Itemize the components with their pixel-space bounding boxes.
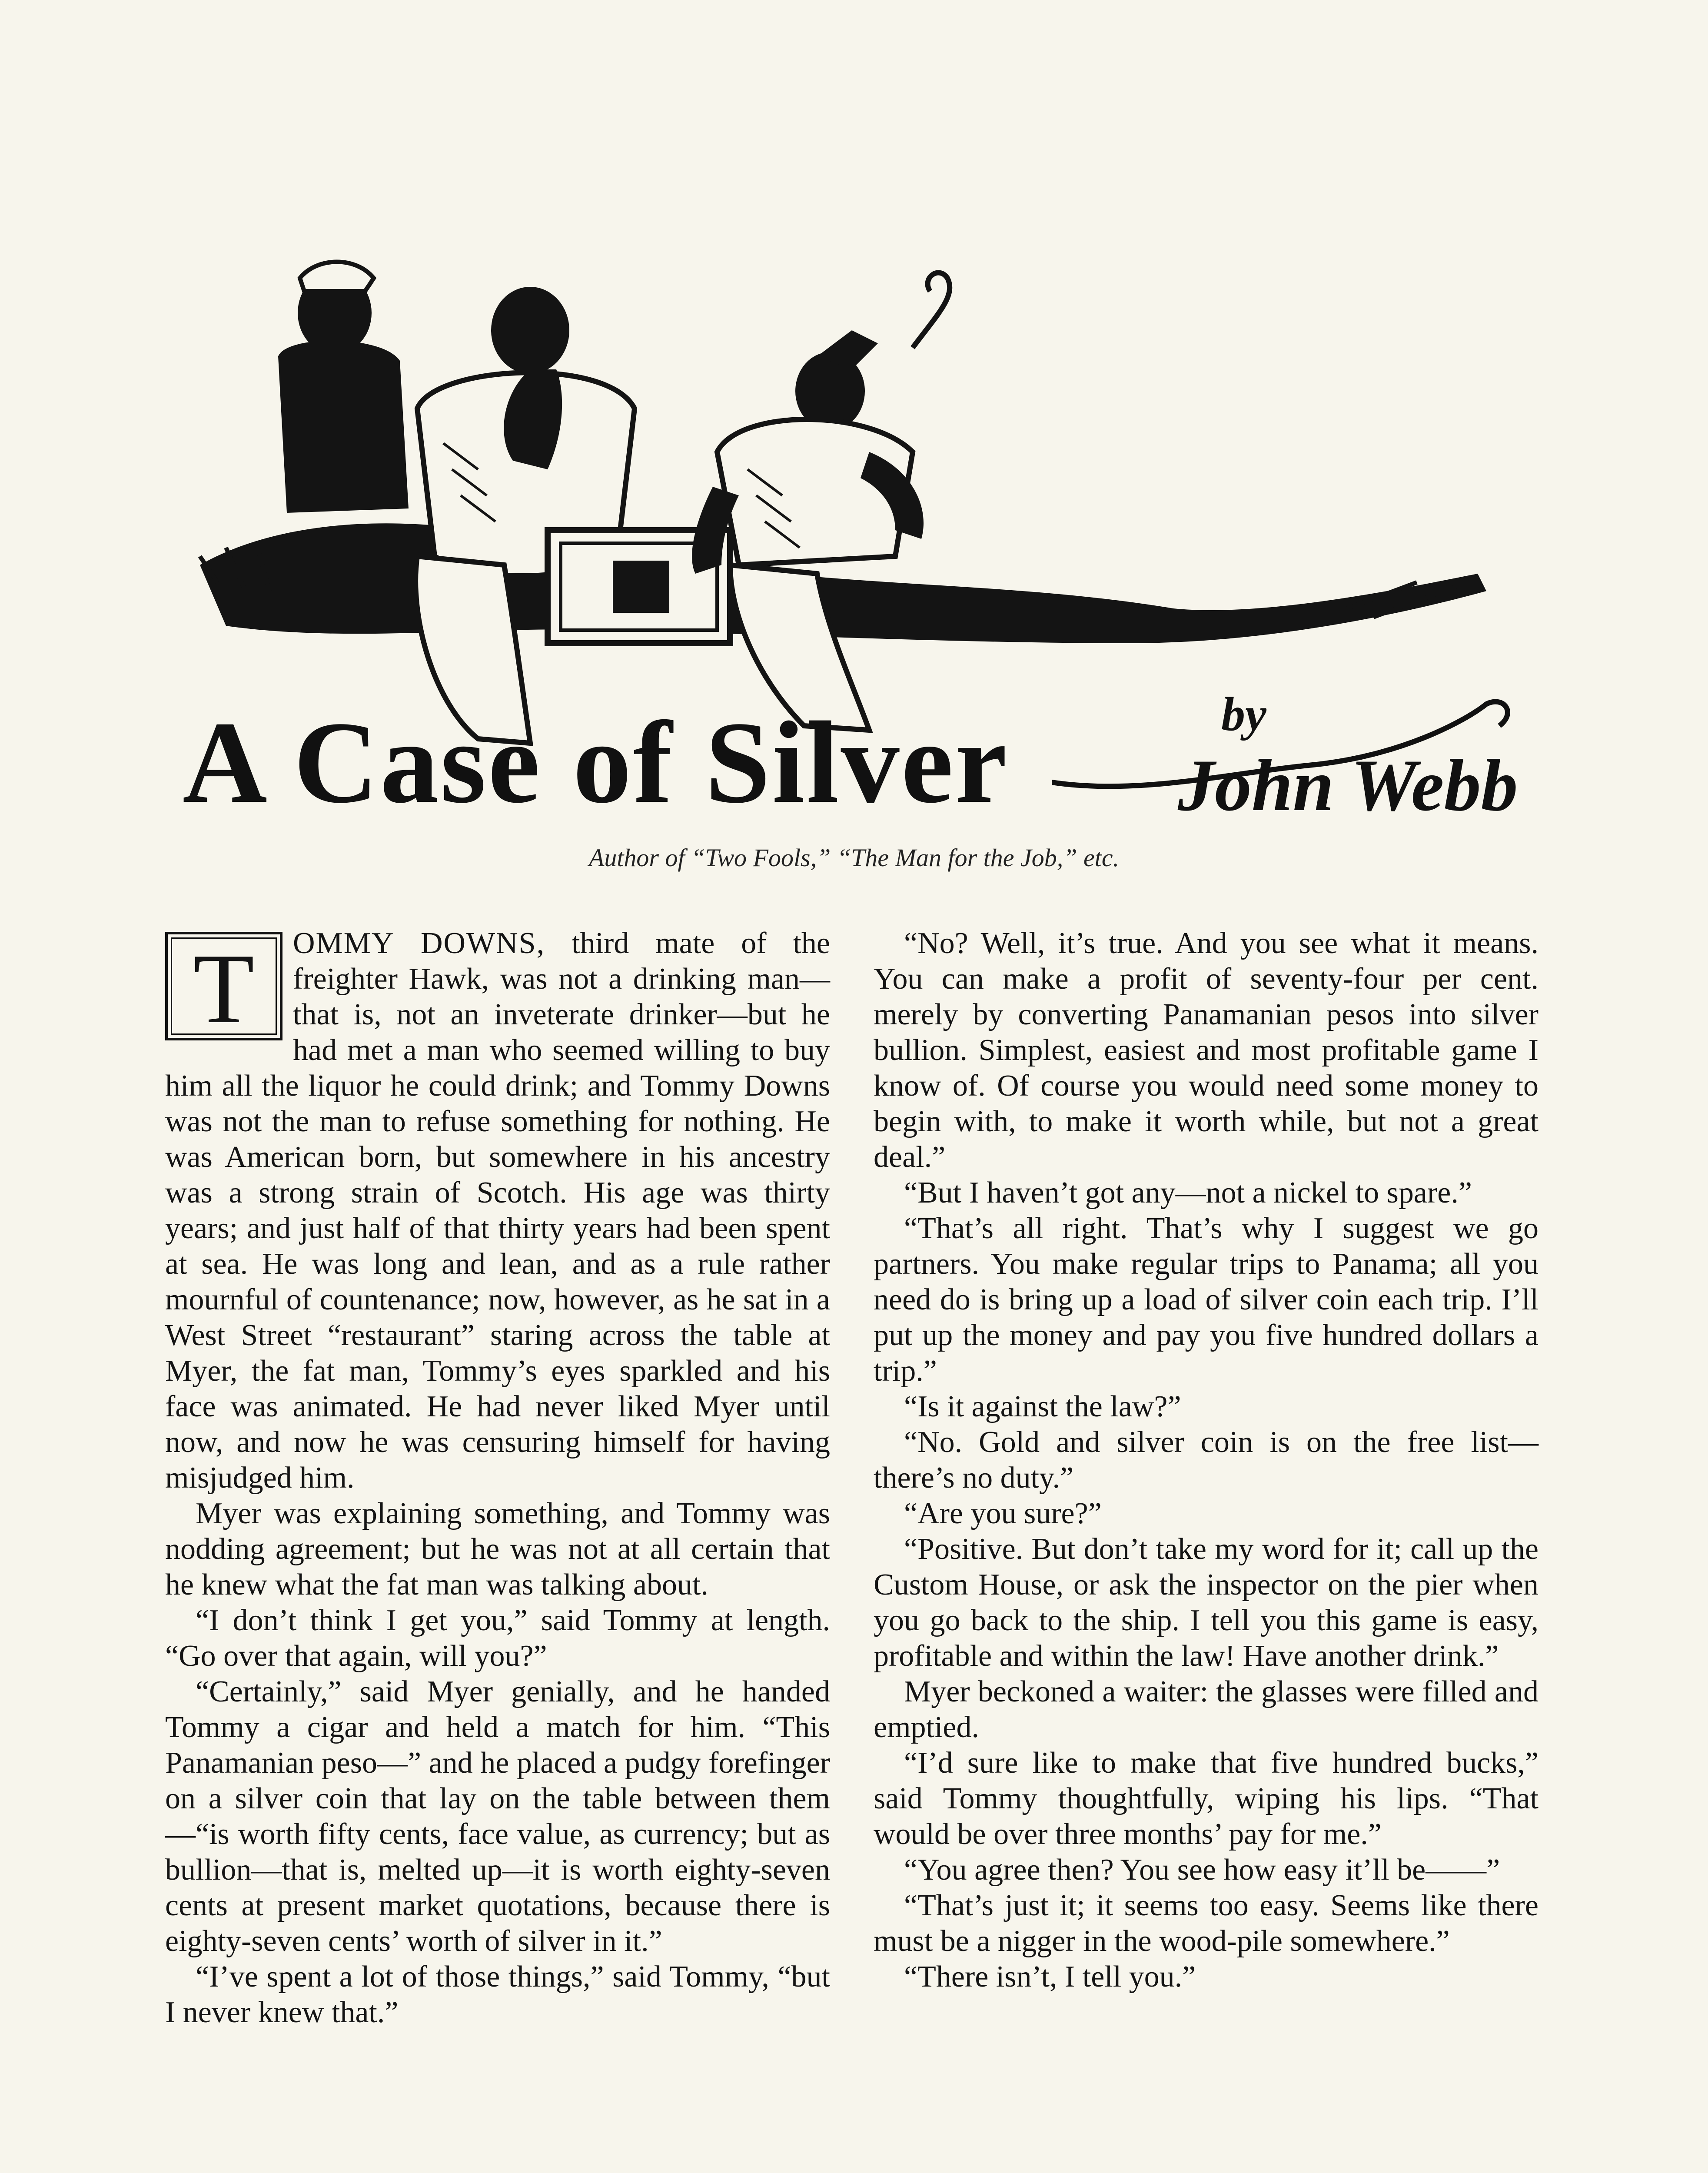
story-title: A Case of Silver: [183, 698, 1009, 827]
paragraph: Myer beckoned a waiter: the glasses were filled and emptied.: [874, 1675, 1539, 1744]
left-column: [165, 926, 830, 2030]
paragraph: Myer was explaining something, and Tommy was nodding agreement; but he was not at all certain that he knew what the fat man was talking about.: [165, 1497, 830, 1602]
paragraph: “No? Well, it’s true. And you see what it means. You can make a profit of seventy-four per cent. merely by converting Panamanian pesos into silver bullion. Simplest, easiest and most profitable game I know of. Of course you would need some money to begin with, to make it worth while, but not a great deal.”: [874, 927, 1539, 1174]
paragraph: “That’s all right. That’s why I suggest we go partners. You make regular trips to Panama; all you need do is bring up a load of silver coin each trip. I’ll put up the money and pay you five hundred dollars a trip.”: [874, 1212, 1539, 1388]
paragraph-text: third mate of the freighter Hawk, was not a drinking man—that is, not an inveterate drinker—but he had met a man who seemed willing to buy him all the liquor he could drink; and Tommy Downs was not the man to refuse something for nothing. He was American born, but somewhere in his ancestry was a strong strain of Scotch. His age was thirty years; and just half of that thirty years had been spent at sea. He was long and lean, and as a rule rather mournful of countenance; now, however, as he sat in a West Street “restaurant” staring across the table at Myer, the fat man, Tommy’s eyes sparkled and his face was animated. He had never liked Myer until now, and now he was censuring himself for having misjudged him.: [165, 927, 830, 1495]
author-credits: Author of “Two Fools,” “The Man for the Job,” etc.: [588, 844, 1120, 872]
drop-cap: T: [165, 932, 282, 1040]
paragraph: “That’s just it; it seems too easy. Seems like there must be a nigger in the wood-pile somewhere.”: [874, 1889, 1539, 1958]
paragraph: “Certainly,” said Myer genially, and he handed Tommy a cigar and held a match for him. “This Panamanian peso—” and he placed a pudgy forefinger on a silver coin that lay on the table between them—“is worth fifty cents, face value, as currency; but as bullion—that is, melted up—it is worth eighty-seven cents at present market quotations, because there is eighty-seven cents’ worth of silver in it.”: [165, 1675, 830, 1958]
right-column: [874, 926, 1539, 1995]
paragraph: “I don’t think I get you,” said Tommy at length. “Go over that again, will you?”: [165, 1604, 830, 1673]
paragraph: “No. Gold and silver coin is on the free list—there’s no duty.”: [874, 1425, 1539, 1495]
paragraph: “There isn’t, I tell you.”: [904, 1960, 1196, 1994]
opening-paragraph: [165, 926, 830, 1496]
byline-author: John Webb: [1178, 744, 1518, 826]
paragraph: “I’ve spent a lot of those things,” said Tommy, “but I never knew that.”: [165, 1960, 830, 2029]
title-block: [165, 688, 1534, 861]
paragraph: “I’d sure like to make that five hundred bucks,” said Tommy thoughtfully, wiping his lips. “That would be over three months’ pay for me.”: [874, 1746, 1539, 1851]
byline-by: by: [1221, 688, 1266, 741]
paragraph: “Are you sure?”: [904, 1497, 1102, 1530]
paragraph: “Is it against the law?”: [904, 1390, 1181, 1423]
paragraph: “Positive. But don’t take my word for it; call up the Custom House, or ask the inspector on the pier when you go back to the ship. I tell you this game is easy, profitable and within the law! Have another drink.”: [874, 1532, 1539, 1673]
paragraph: “You agree then? You see how easy it’ll be——”: [904, 1853, 1500, 1887]
opening-caps: OMMY DOWNS,: [293, 927, 545, 960]
paragraph: “But I haven’t got any—not a nickel to spare.”: [904, 1176, 1472, 1209]
